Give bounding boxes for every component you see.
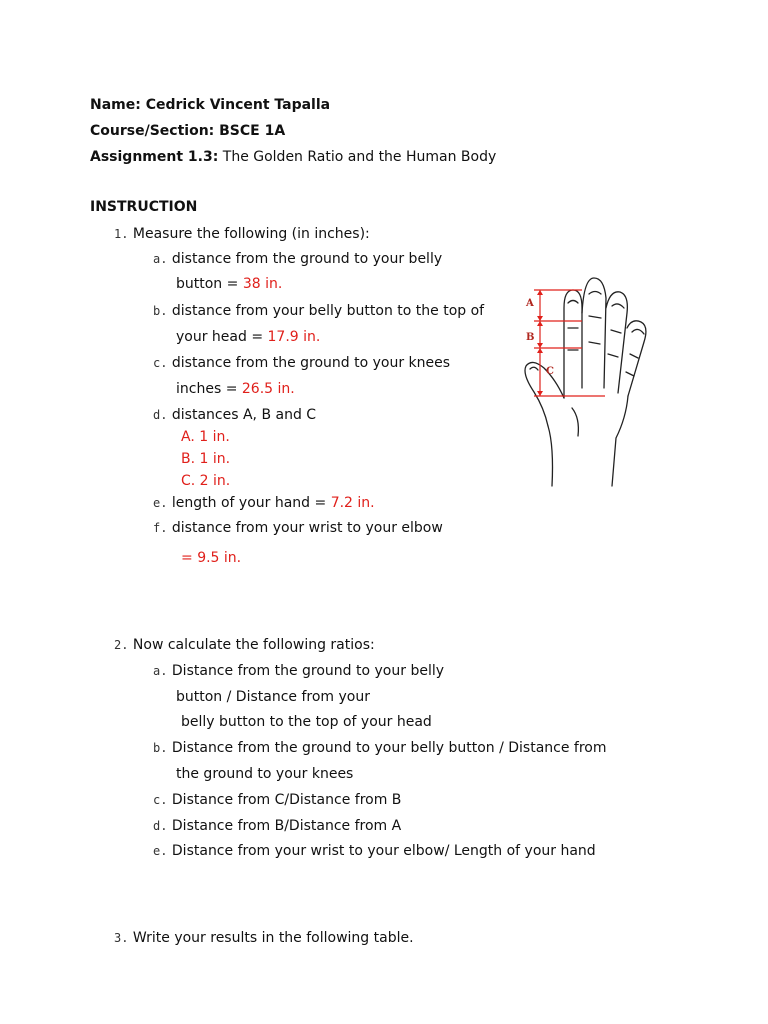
name-label: Name: <box>90 97 141 113</box>
q2-text: Now calculate the following ratios: <box>132 637 375 653</box>
assignment-label: Assignment 1.3: <box>90 149 219 165</box>
q2e-text: Distance from your wrist to your elbow/ Length of your hand <box>171 843 596 859</box>
q1e-marker: e. <box>153 496 168 510</box>
q1f-answer: 9.5 in. <box>197 550 242 566</box>
q2a-line3: belly button to the top of your head <box>181 714 432 730</box>
q2b-line2: the ground to your knees <box>176 766 354 782</box>
q2b-text: Distance from the ground to your belly button / Distance from <box>171 740 607 756</box>
q2a-text: Distance from the ground to your belly <box>171 663 445 679</box>
q1d-answer-c: C. 2 in. <box>181 473 231 489</box>
q1c-text-cont: inches = <box>176 381 242 397</box>
q1b-text-cont: your head = <box>176 329 268 345</box>
q1b-line1 <box>153 303 484 319</box>
name-value: Cedrick Vincent Tapalla <box>145 97 331 113</box>
course-line <box>90 123 285 139</box>
q1a-line1 <box>153 251 442 267</box>
q1b-text: distance from your belly button to the top of <box>171 303 485 319</box>
q2a-line2: button / Distance from your <box>176 689 370 705</box>
q3-line <box>114 930 414 946</box>
q3-text: Write your results in the following table. <box>132 930 414 946</box>
q2c-line1 <box>153 792 401 808</box>
q1b-marker: b. <box>153 304 168 318</box>
course-label: Course/Section: <box>90 123 215 139</box>
q1e-answer: 7.2 in. <box>330 495 375 511</box>
q2c-marker: c. <box>153 793 168 807</box>
q1f-line2 <box>181 550 241 566</box>
label-c: C <box>546 366 554 377</box>
q1c-marker: c. <box>153 356 168 370</box>
assignment-title: The Golden Ratio and the Human Body <box>222 149 497 165</box>
q2d-text: Distance from B/Distance from A <box>171 818 402 834</box>
q1d-line1 <box>153 407 316 423</box>
q2b-marker: b. <box>153 741 168 755</box>
q1f-marker: f. <box>153 521 168 535</box>
q1f-text: distance from your wrist to your elbow <box>171 520 443 536</box>
q2b-line1 <box>153 740 607 756</box>
q1e-line1 <box>153 495 375 511</box>
label-b: B <box>526 332 535 343</box>
assignment-line <box>90 149 496 165</box>
name-line <box>90 97 330 113</box>
q2-number: 2. <box>114 638 129 652</box>
q1f-equals: = <box>181 550 198 566</box>
hand-diagram <box>510 268 700 488</box>
q2e-marker: e. <box>153 844 168 858</box>
q1-line <box>114 226 370 242</box>
q1b-line2 <box>176 329 320 345</box>
q1a-text-cont: button = <box>176 276 243 292</box>
q1c-line2 <box>176 381 295 397</box>
q2a-line1 <box>153 663 444 679</box>
instruction-heading: INSTRUCTION <box>90 199 198 215</box>
q1d-text: distances A, B and C <box>171 407 317 423</box>
label-a: A <box>526 298 534 309</box>
q3-number: 3. <box>114 931 129 945</box>
hand-outline <box>525 278 646 486</box>
q1a-answer: 38 in. <box>242 276 283 292</box>
q1-number: 1. <box>114 227 129 241</box>
q2-line <box>114 637 375 653</box>
q1c-line1 <box>153 355 450 371</box>
q1a-text: distance from the ground to your belly <box>171 251 443 267</box>
q1-text: Measure the following (in inches): <box>132 226 370 242</box>
q1d-answer-a: A. 1 in. <box>181 429 230 445</box>
q2e-line1 <box>153 843 596 859</box>
q1d-answer-b: B. 1 in. <box>181 451 231 467</box>
q1a-line2 <box>176 276 282 292</box>
q1c-answer: 26.5 in. <box>241 381 295 397</box>
q2a-marker: a. <box>153 664 168 678</box>
course-value: BSCE 1A <box>219 123 286 139</box>
q2d-marker: d. <box>153 819 168 833</box>
q1b-answer: 17.9 in. <box>267 329 321 345</box>
q1d-marker: d. <box>153 408 168 422</box>
q1f-line1 <box>153 520 443 536</box>
q1e-text: length of your hand = <box>171 495 331 511</box>
q1c-text: distance from the ground to your knees <box>171 355 451 371</box>
q2d-line1 <box>153 818 401 834</box>
q2c-text: Distance from C/Distance from B <box>171 792 402 808</box>
q1a-marker: a. <box>153 252 168 266</box>
